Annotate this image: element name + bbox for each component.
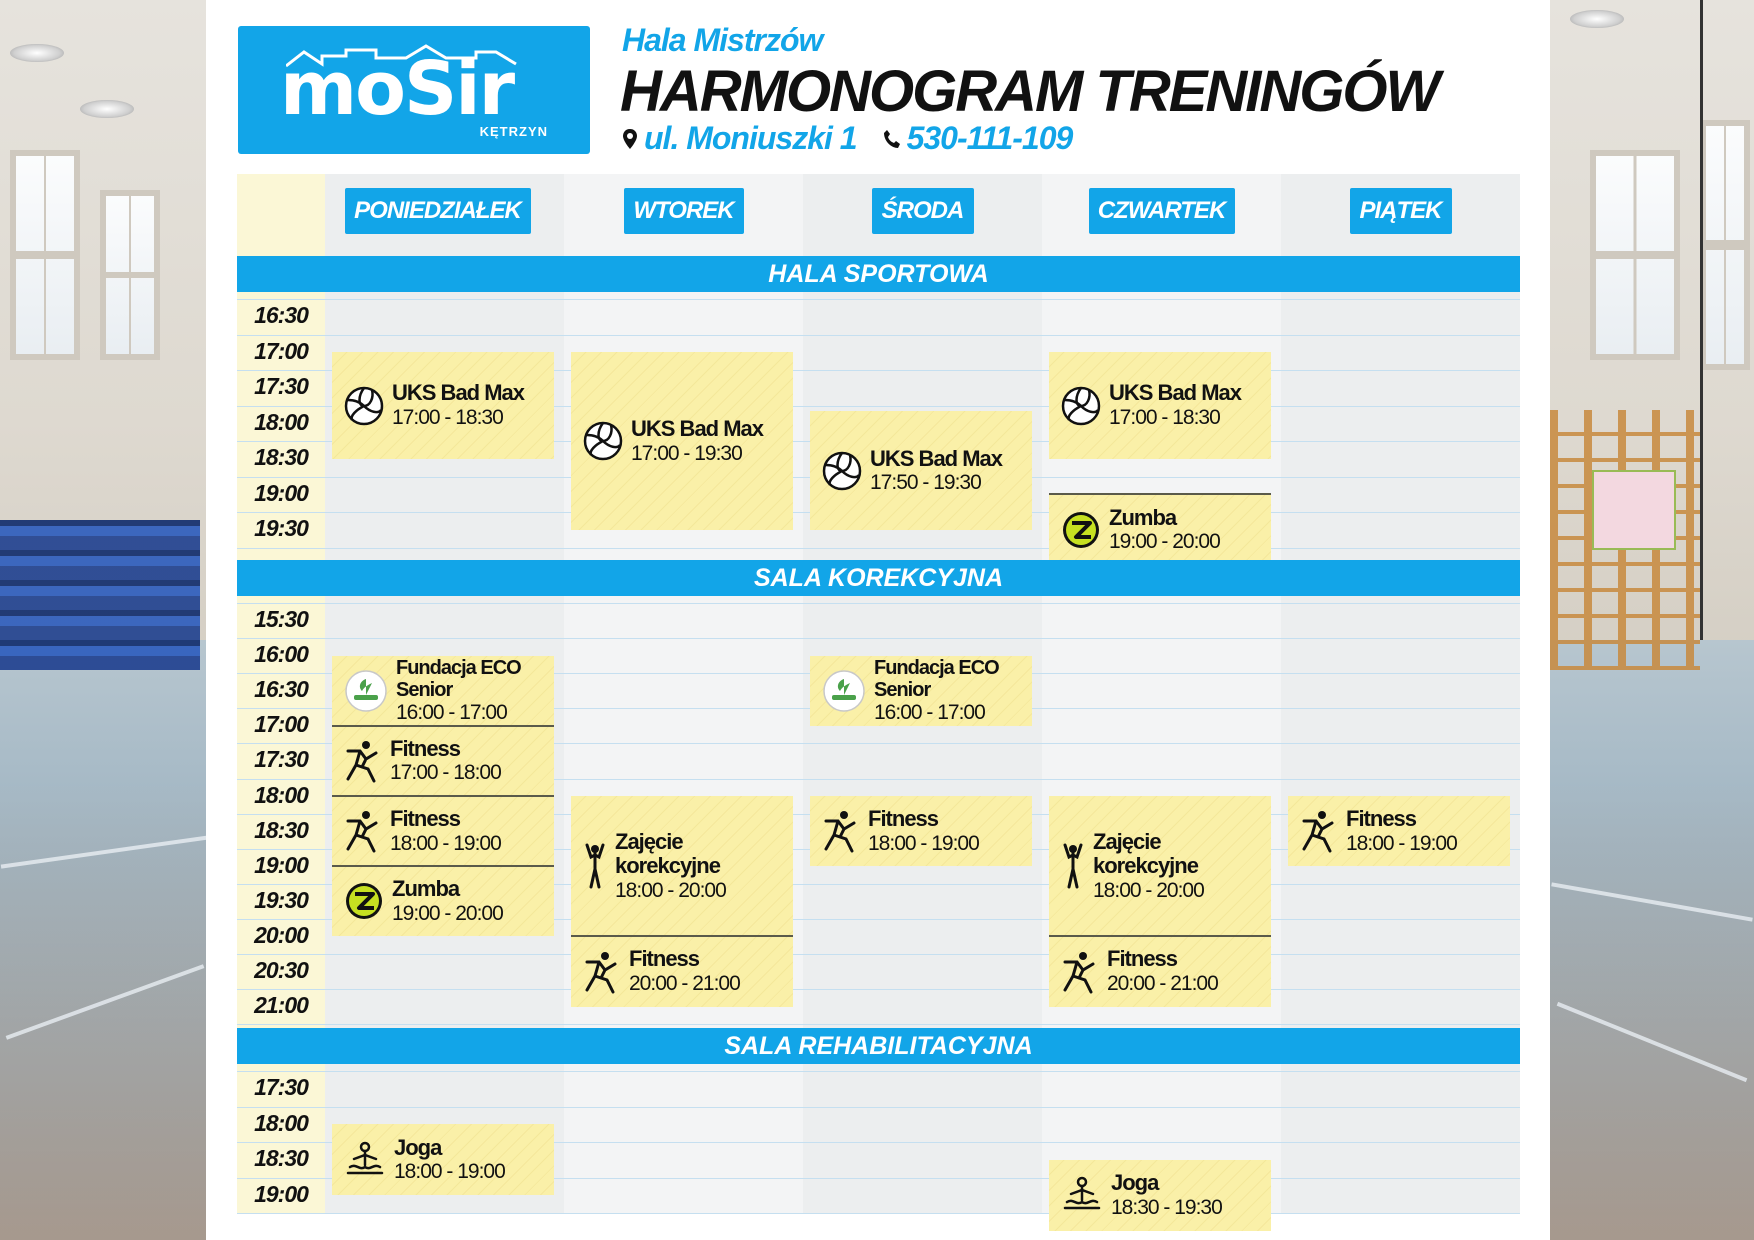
row-line: [237, 1107, 1520, 1108]
event-time: 19:00 - 20:00: [1109, 530, 1220, 554]
day-header-5: PIĄTEK: [1350, 188, 1452, 234]
event-block: [332, 726, 554, 796]
venue-name: Hala Mistrzów: [622, 22, 823, 58]
time-label: 18:30: [254, 444, 308, 470]
zumba-icon: [344, 881, 384, 921]
event-name: UKS Bad Max: [392, 380, 525, 406]
eco-senior-logo-icon: [344, 669, 388, 713]
event-name: Joga: [394, 1134, 442, 1160]
fitness-icon: [344, 739, 382, 783]
event-block: [1288, 796, 1510, 866]
event-time: 17:00 - 18:30: [1109, 406, 1220, 430]
gym-background-right: [1550, 0, 1754, 1240]
event-time: 18:00 - 20:00: [1093, 879, 1204, 903]
volleyball-icon: [583, 421, 623, 461]
event-block: [571, 796, 793, 936]
event-time: 20:00 - 21:00: [1107, 972, 1218, 996]
event-name: UKS Bad Max: [631, 415, 764, 441]
block-divider: [332, 795, 554, 797]
day-header-row: [325, 174, 1520, 254]
fitness-icon: [1061, 950, 1099, 994]
event-time: 18:00 - 20:00: [615, 879, 726, 903]
time-label: 18:00: [254, 781, 308, 808]
event-name: Fitness: [1107, 946, 1178, 972]
gym-background-left: [0, 0, 210, 1240]
time-label: 18:30: [254, 1145, 308, 1171]
event-block: [1049, 352, 1271, 459]
schedule-grid: [237, 174, 1520, 1219]
event-block: [332, 866, 554, 936]
zumba-icon: [1061, 510, 1101, 550]
event-block: [332, 656, 554, 726]
event-name: Fundacja ECO Senior: [396, 656, 521, 701]
row-line: [237, 299, 1520, 300]
time-label: 16:30: [254, 676, 308, 703]
event-name: Zumba: [392, 876, 460, 902]
event-time: 17:00 - 18:00: [390, 761, 501, 785]
event-time: 17:00 - 19:30: [631, 441, 742, 465]
event-name: Fundacja ECO Senior: [874, 656, 999, 701]
address-text: ul. Moniuszki 1: [644, 120, 857, 156]
time-label: 17:30: [254, 1074, 308, 1100]
row-line: [237, 989, 1520, 990]
logo-text: moSir: [280, 46, 514, 132]
fitness-icon: [583, 950, 621, 994]
yoga-icon: [1061, 1176, 1103, 1214]
row-line: [237, 638, 1520, 639]
yoga-icon: [344, 1141, 386, 1179]
event-time: 18:00 - 19:00: [394, 1160, 505, 1184]
event-block: [332, 352, 554, 459]
time-label: 17:00: [254, 711, 308, 738]
time-label: 17:00: [254, 337, 308, 364]
day-header-1: PONIEDZIAŁEK: [345, 188, 531, 234]
eco-senior-logo-icon: [822, 669, 866, 713]
event-block: [1049, 1160, 1271, 1231]
page-title: HARMONOGRAM TRENINGÓW: [620, 59, 1439, 124]
phone-text: 530-111-109: [906, 120, 1073, 156]
fitness-icon: [1300, 809, 1338, 853]
event-block: [1049, 796, 1271, 936]
section-bar-3: SALA REHABILITACYJNA: [237, 1028, 1520, 1064]
time-label: 19:00: [254, 1180, 308, 1207]
row-line: [237, 1024, 1520, 1025]
time-label: 20:00: [254, 921, 308, 948]
mosir-logo: [238, 26, 590, 154]
time-label: 17:30: [254, 746, 308, 773]
event-block: [810, 796, 1032, 866]
event-name: Fitness: [1346, 806, 1417, 832]
section-bar-1: HALA SPORTOWA: [237, 256, 1520, 292]
event-time: 18:30 - 19:30: [1111, 1195, 1222, 1219]
day-header-4: CZWARTEK: [1089, 188, 1235, 234]
time-label: 18:30: [254, 816, 308, 843]
phone-icon: [883, 129, 901, 149]
row-line: [237, 1213, 1520, 1214]
event-block: [332, 1124, 554, 1195]
volleyball-icon: [1061, 386, 1101, 426]
time-label: 16:30: [254, 302, 308, 328]
logo-subtext: KĘTRZYN: [479, 124, 548, 139]
section-bar-2: SALA KOREKCYJNA: [237, 560, 1520, 596]
volleyball-icon: [822, 451, 862, 491]
block-divider: [1049, 493, 1271, 495]
volleyball-icon: [344, 386, 384, 426]
event-time: 18:00 - 19:00: [390, 831, 501, 855]
event-time: 18:00 - 19:00: [1346, 831, 1457, 855]
corrective-exercise-icon: [1061, 843, 1085, 889]
location-pin-icon: [622, 128, 638, 150]
event-time: 17:50 - 19:30: [870, 471, 981, 495]
row-line: [237, 603, 1520, 604]
event-name: Zumba: [1109, 504, 1177, 530]
event-time: 17:00 - 18:30: [392, 406, 503, 430]
time-label: 15:30: [254, 606, 308, 632]
time-label: 19:30: [254, 515, 308, 541]
time-label: 19:00: [254, 851, 308, 878]
event-block: [1049, 494, 1271, 565]
corrective-exercise-icon: [583, 843, 607, 889]
event-name: Fitness: [868, 806, 939, 832]
block-divider: [571, 935, 793, 937]
event-time: 16:00 - 17:00: [874, 701, 985, 725]
event-time: 18:00 - 19:00: [868, 831, 979, 855]
time-label: 19:00: [254, 479, 308, 506]
event-block: [571, 936, 793, 1006]
event-time: 16:00 - 17:00: [396, 701, 507, 725]
event-block: [810, 656, 1032, 726]
event-name: Joga: [1111, 1170, 1159, 1196]
time-label: 20:30: [254, 957, 308, 983]
row-line: [237, 335, 1520, 336]
event-block: [810, 411, 1032, 529]
event-name: Fitness: [390, 806, 461, 832]
event-time: 20:00 - 21:00: [629, 972, 740, 996]
contact-line: [622, 120, 1072, 157]
event-name: Fitness: [629, 946, 700, 972]
fitness-icon: [344, 809, 382, 853]
schedule-poster: [206, 0, 1550, 1240]
block-divider: [332, 725, 554, 727]
time-label: 18:00: [254, 408, 308, 435]
event-name: Fitness: [390, 735, 461, 761]
time-label: 17:30: [254, 373, 308, 399]
event-name: Zajęcie korekcyjne: [615, 828, 720, 879]
event-block: [571, 352, 793, 530]
time-label: 21:00: [254, 992, 308, 1019]
block-divider: [1049, 935, 1271, 937]
event-name: Zajęcie korekcyjne: [1093, 828, 1198, 879]
day-header-2: WTOREK: [624, 188, 744, 234]
event-name: UKS Bad Max: [870, 445, 1003, 471]
time-label: 18:00: [254, 1109, 308, 1136]
time-label: 16:00: [254, 641, 308, 668]
time-label: 19:30: [254, 886, 308, 913]
event-block: [1049, 936, 1271, 1006]
event-block: [332, 796, 554, 866]
day-header-3: ŚRODA: [872, 188, 974, 234]
block-divider: [332, 865, 554, 867]
row-line: [237, 954, 1520, 955]
row-line: [237, 548, 1520, 549]
event-name: UKS Bad Max: [1109, 380, 1242, 406]
event-time: 19:00 - 20:00: [392, 901, 503, 925]
row-line: [237, 1071, 1520, 1072]
fitness-icon: [822, 809, 860, 853]
